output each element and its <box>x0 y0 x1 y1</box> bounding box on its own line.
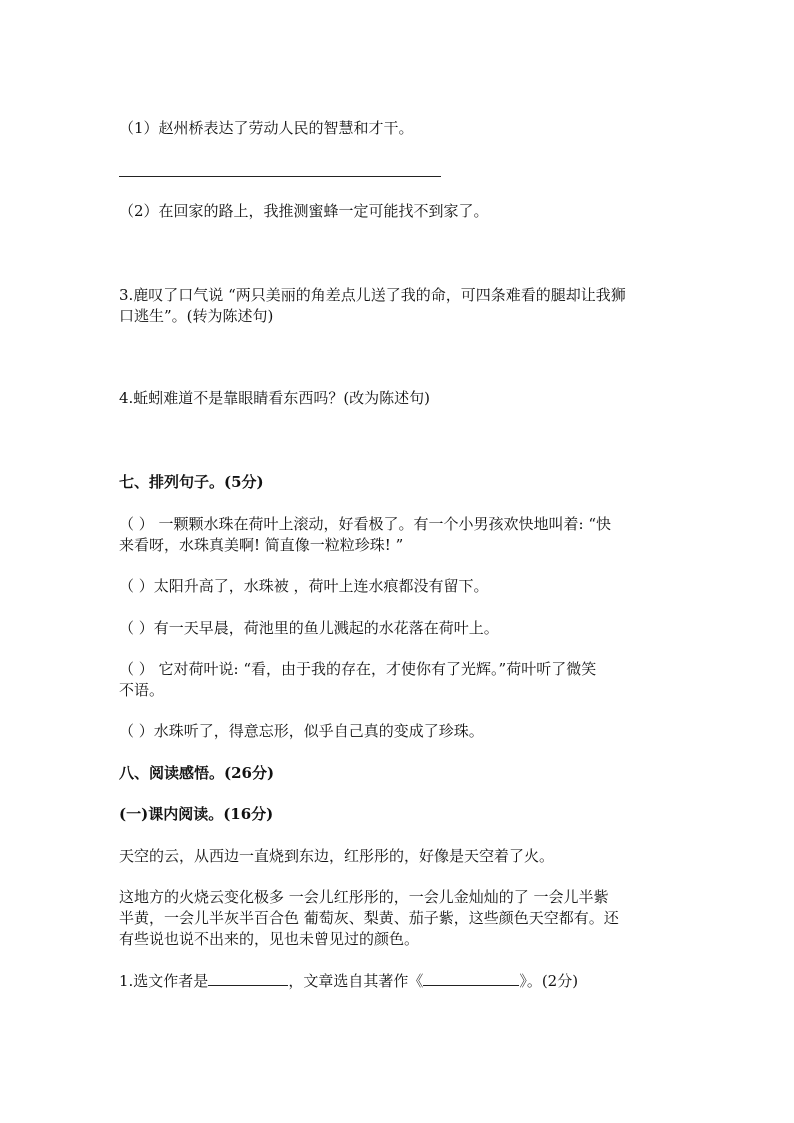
order-item-2: （ ）太阳升高了，水珠被 ，荷叶上连水痕都没有留下。 <box>119 577 489 595</box>
question-1-text-a: 1.选文作者是 <box>119 972 209 990</box>
q2-1-sentence: （1）赵州桥表达了劳动人民的智慧和才干。 <box>119 119 414 137</box>
section-7-heading: 七、排列句子。(5分) <box>119 473 264 491</box>
question-1 <box>119 969 578 993</box>
q2-2-sentence: （2）在回家的路上，我推测蜜蜂一定可能找不到家了。 <box>119 202 489 220</box>
answer-line <box>119 176 441 177</box>
passage-paragraph-2-line-1: 这地方的火烧云变化极多 一会儿红彤彤的，一会儿金灿灿的了 一会儿半紫 <box>119 888 609 906</box>
order-item-4-line-2: 不语。 <box>119 681 165 699</box>
section-8-heading: 八、阅读感悟。(26分) <box>119 764 275 782</box>
q4-sentence: 4.蚯蚓难道不是靠眼睛看东西吗？(改为陈述句) <box>119 389 431 407</box>
question-1-text-b: ，文章选自其著作《 <box>288 972 424 990</box>
book-title-blank[interactable] <box>423 971 519 986</box>
q3-line-2: 口逃生”。(转为陈述句) <box>119 307 274 325</box>
author-blank[interactable] <box>208 971 288 986</box>
order-item-4-line-1: （ ） 它对荷叶说: “看，由于我的存在，才使你有了光辉。”荷叶听了微笑 <box>119 660 597 678</box>
passage-paragraph-1: 天空的云，从西边一直烧到东边，红彤彤的，好像是天空着了火。 <box>119 847 555 865</box>
order-item-1-line-2: 来看呀，水珠真美啊! 简直像一粒粒珍珠! ” <box>119 536 404 554</box>
order-item-3: （ ）有一天早晨，荷池里的鱼儿溅起的水花落在荷叶上。 <box>119 619 499 637</box>
passage-paragraph-2-line-2: 半黄，一会儿半灰半百合色 葡萄灰、梨黄、茄子紫，这些颜色天空都有。还 <box>119 909 619 927</box>
subsection-heading: (一)课内阅读。(16分) <box>119 805 274 823</box>
q3-line-1: 3.鹿叹了口气说 “两只美丽的角差点儿送了我的命，可四条难看的腿却让我狮 <box>119 286 626 304</box>
order-item-5: （ ）水珠听了，得意忘形，似乎自己真的变成了珍珠。 <box>119 722 484 740</box>
order-item-1-line-1: （ ） 一颗颗水珠在荷叶上滚动，好看极了。有一个小男孩欢快地叫着: “快 <box>119 515 612 533</box>
passage-paragraph-2-line-3: 有些说也说不出来的，见也未曾见过的颜色。 <box>119 930 420 948</box>
question-1-text-c: 》。(2分) <box>519 972 579 990</box>
